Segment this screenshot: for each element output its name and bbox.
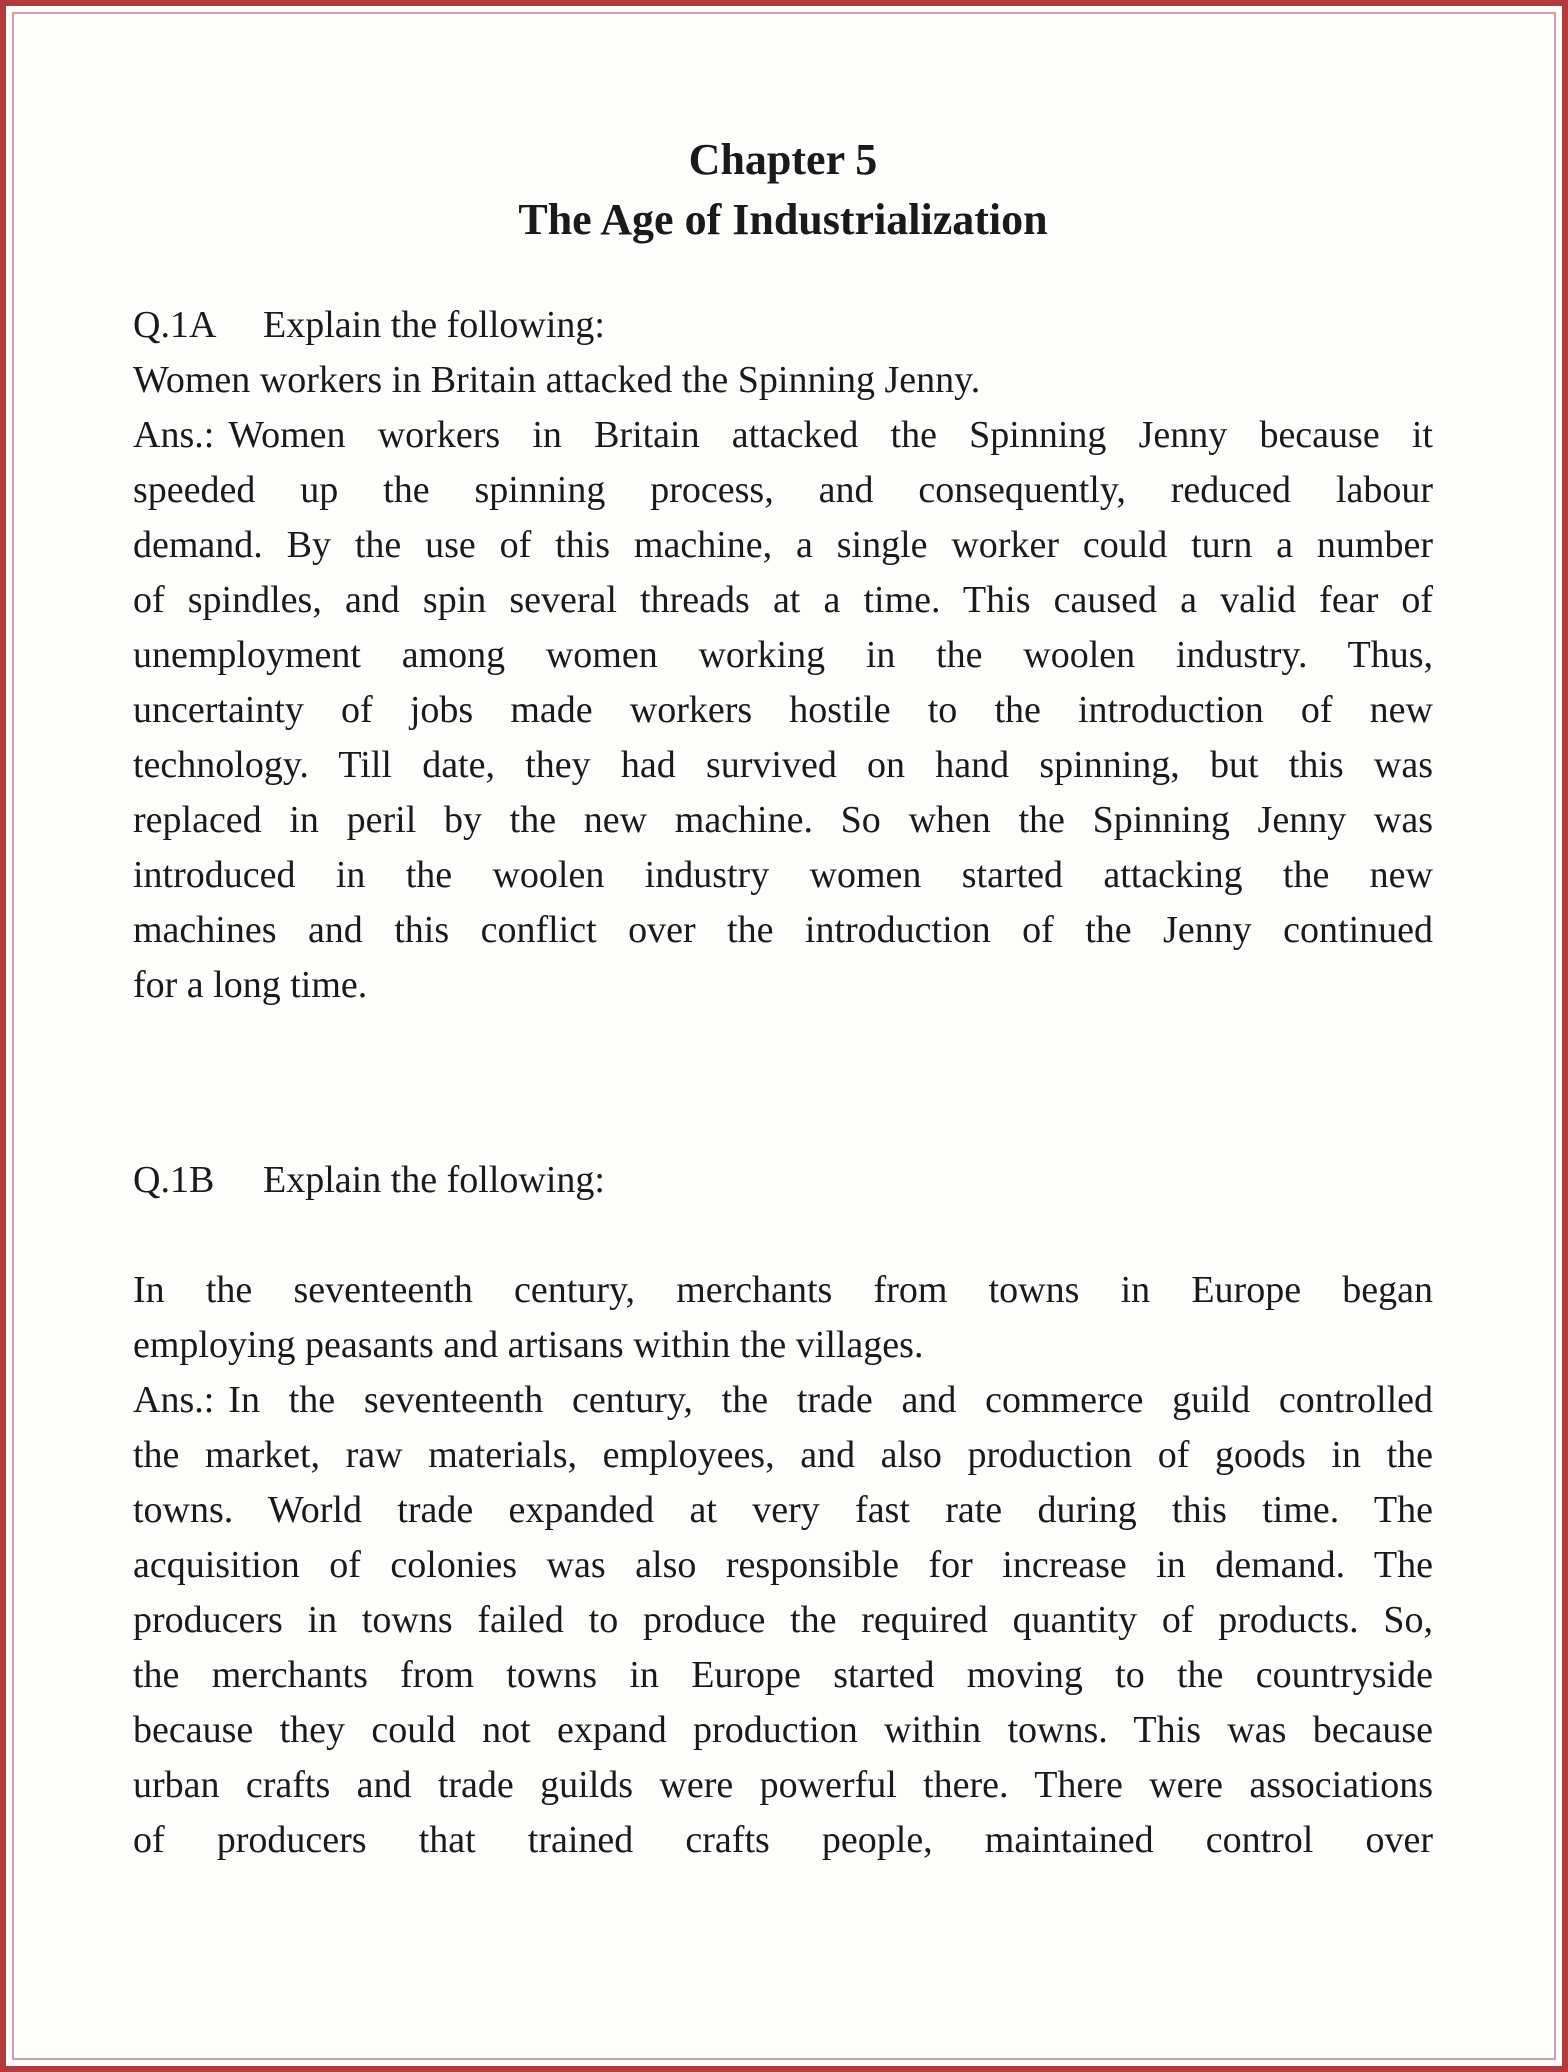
statement-line: In the seventeenth century, merchants from towns in Europe began (133, 1269, 1433, 1311)
answer-line: replaced in peril by the new machine. So when the Spinning Jenny was (133, 799, 1433, 841)
answer-line: Ans.: In the seventeenth century, the trade and commerce guild controlled (133, 1379, 1433, 1421)
answer-text (133, 408, 1433, 1013)
statement-line: employing peasants and artisans within the villages. (133, 1324, 924, 1366)
question-number: Q.1A (133, 304, 217, 346)
answer-line: machines and this conflict over the introduction of the Jenny continued (133, 909, 1433, 951)
chapter-title: The Age of Industrialization (518, 195, 1048, 244)
question-heading (133, 298, 1433, 353)
answer-line: introduced in the woolen industry women started attacking the new (133, 854, 1433, 896)
document-page (133, 130, 1433, 1868)
answer-line: of producers that trained crafts people, maintained control over (133, 1819, 1433, 1861)
question-statement (133, 1263, 1433, 1373)
answer-line: urban crafts and trade guilds were powerful there. There were associations (133, 1764, 1433, 1806)
answer-text (133, 1373, 1433, 1868)
answer-line: unemployment among women working in the woolen industry. Thus, (133, 634, 1433, 676)
answer-line: uncertainty of jobs made workers hostile to the introduction of new (133, 689, 1433, 731)
question-1b (133, 1153, 1433, 1868)
answer-label: Ans.: (133, 414, 215, 456)
question-number: Q.1B (133, 1159, 215, 1201)
answer-line: towns. World trade expanded at very fast rate during this time. The (133, 1489, 1433, 1531)
question-heading (133, 1153, 1433, 1208)
answer-line: producers in towns failed to produce the required quantity of products. So, (133, 1599, 1433, 1641)
question-instruction: Explain the following: (263, 304, 605, 346)
answer-label: Ans.: (133, 1379, 215, 1421)
answer-line: acquisition of colonies was also responsible for increase in demand. The (133, 1544, 1433, 1586)
answer-line: Ans.: Women workers in Britain attacked the Spinning Jenny because it (133, 414, 1433, 456)
answer-line: speeded up the spinning process, and consequently, reduced labour (133, 469, 1433, 511)
question-instruction: Explain the following: (263, 1159, 605, 1201)
answer-line: technology. Till date, they had survived on hand spinning, but this was (133, 744, 1433, 786)
question-statement: Women workers in Britain attacked the Spinning Jenny. (133, 359, 981, 401)
answer-line: because they could not expand production within towns. This was because (133, 1709, 1433, 1751)
chapter-number: Chapter 5 (688, 135, 878, 184)
answer-line: for a long time. (133, 964, 368, 1006)
answer-line: the market, raw materials, employees, and also production of goods in the (133, 1434, 1433, 1476)
question-1a (133, 298, 1433, 1013)
answer-line: of spindles, and spin several threads at a time. This caused a valid fear of (133, 579, 1433, 621)
answer-line: demand. By the use of this machine, a single worker could turn a number (133, 524, 1433, 566)
answer-line: the merchants from towns in Europe started moving to the countryside (133, 1654, 1433, 1696)
